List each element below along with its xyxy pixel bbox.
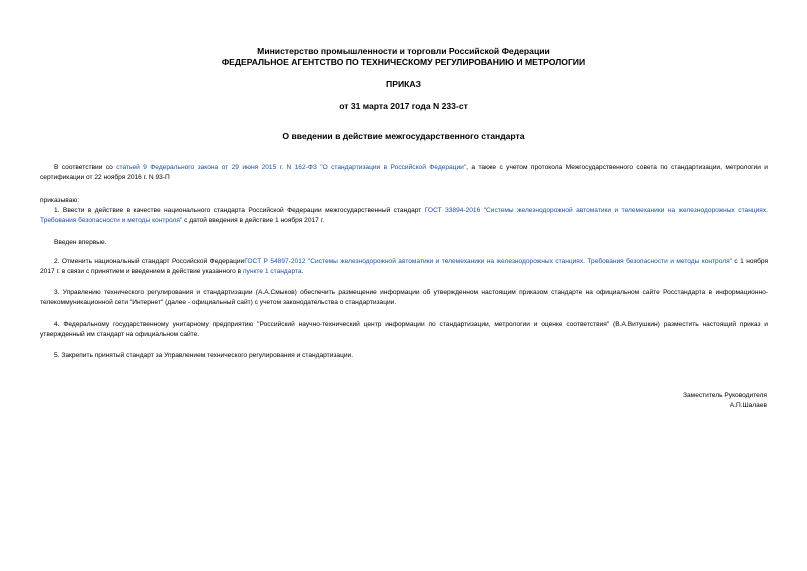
item-1-paragraph — [40, 206, 768, 226]
intro-text-2: , а также с учетом протокола Межгосударственного совета по стандартизации, метрологии и сертификации от 22 ноября 2016 г. N 93-П — [40, 164, 768, 181]
item-2-text-1: 2. Отменить национальный стандарт Российской Федерации — [54, 258, 245, 265]
ministry-heading: Министерство промышленности и торговли Российской Федерации — [257, 46, 550, 56]
doc-type-heading: ПРИКАЗ — [386, 79, 421, 89]
point-1-link[interactable]: пункте 1 стандарта — [242, 268, 302, 275]
gost-33894-link[interactable]: ГОСТ 33894-2016 "Системы железнодорожной автоматики и телемеханики на железнодорожных станциях. Требования безопасности и методы контроля" — [40, 207, 768, 224]
item-1-text-2: с датой введения в действие 1 ноября 2017 г. — [182, 217, 325, 224]
signatory-name: А.П.Шалаев — [729, 402, 767, 409]
item-1-text-1: 1. Ввести в действие в качестве национального стандарта Российской Федерации межгосударственный стандарт — [54, 207, 425, 214]
intro-text-1: В соответствии со — [54, 164, 117, 171]
intro-paragraph — [40, 163, 768, 183]
doc-date-number: от 31 марта 2017 года N 233-ст — [339, 101, 468, 111]
agency-heading: ФЕДЕРАЛЬНОЕ АГЕНТСТВО ПО ТЕХНИЧЕСКОМУ РЕГУЛИРОВАНИЮ И МЕТРОЛОГИИ — [221, 57, 586, 67]
first-time-note: Введен впервые. — [54, 239, 107, 246]
signatory-position: Заместитель Руководителя — [683, 392, 767, 399]
item-2-paragraph — [40, 257, 768, 277]
item-3-paragraph: 3. Управлению технического регулирования и стандартизации (А.А.Смыков) обеспечить размещение информации об утвержденном настоящим приказом стандарте на официальном сайте Росстандарта в информационно-телекоммуникационной сети "Интернет" (далее - официальный сайт) с учетом законодательства о стандартизации. — [40, 289, 768, 306]
item-2-text-2: с 1 ноября 2017 г. в связи с принятием и введением в действие указанного в — [40, 258, 769, 275]
item-5-paragraph: 5. Закрепить принятый стандарт за Управлением технического регулирования и стандартизации. — [54, 352, 354, 359]
doc-title: О введении в действие межгосударственного стандарта — [282, 131, 525, 141]
item-4-paragraph: 4. Федеральному государственному унитарному предприятию "Российский научно-технический центр информации по стандартизации, метрологии и оценке соответствия" (В.А.Витушкин) разместить настоящий приказ и утвержденный им стандарт на официальном сайте. — [40, 321, 768, 338]
law-article-link[interactable]: статьей 9 Федерального закона от 29 июня 2015 г. N 162-ФЗ "О стандартизации в Российской Федерации" — [116, 164, 467, 171]
order-word: приказываю: — [40, 197, 80, 204]
gost-r-54897-link[interactable]: ГОСТ Р 54897-2012 "Системы железнодорожной автоматики и телемеханики на железнодорожных станциях. Требования безопасности и методы контроля" — [244, 258, 733, 265]
item-2-text-3: . — [301, 268, 304, 275]
